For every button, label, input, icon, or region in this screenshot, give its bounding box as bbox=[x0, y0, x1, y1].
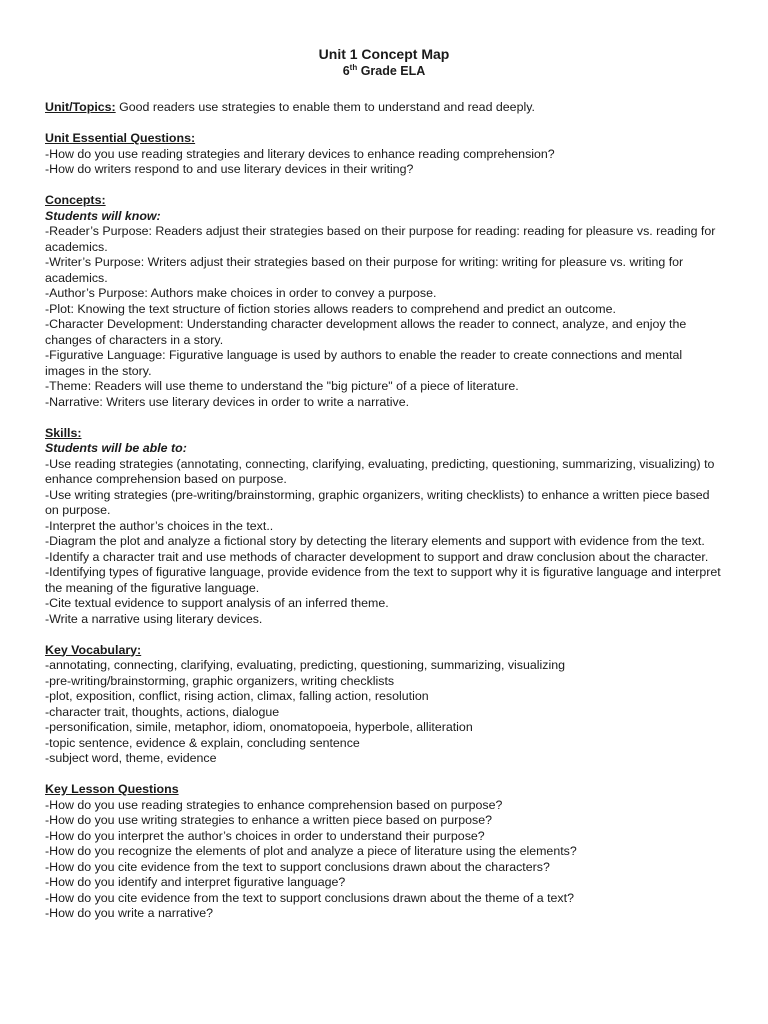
concepts-subheading: Students will know: bbox=[45, 208, 161, 223]
skills-section bbox=[45, 426, 725, 628]
lesson-question-item: -How do you cite evidence from the text to support conclusions drawn about the theme of a text? bbox=[45, 890, 574, 905]
vocabulary-item: -pre-writing/brainstorming, graphic organizers, writing checklists bbox=[45, 673, 395, 688]
concept-item: -Figurative Language: Figurative language is used by authors to enable the reader to create connections and mental images in the story. bbox=[45, 348, 683, 378]
vocabulary-item: -character trait, thoughts, actions, dialogue bbox=[45, 704, 280, 719]
concept-item: -Writer’s Purpose: Writers adjust their strategies based on their purpose for writing: writing for pleasure vs. writing for academics. bbox=[45, 255, 684, 285]
skills-heading: Skills: bbox=[45, 425, 82, 440]
essential-questions-heading: Unit Essential Questions: bbox=[45, 131, 196, 145]
lesson-question-item: -How do you recognize the elements of plot and analyze a piece of literature using the elements? bbox=[45, 844, 577, 858]
skill-item: -Write a narrative using literary devices. bbox=[45, 611, 263, 626]
vocabulary-item: -plot, exposition, conflict, rising action, climax, falling action, resolution bbox=[45, 689, 429, 703]
skill-item: -Interpret the author’s choices in the text.. bbox=[45, 518, 274, 533]
lesson-question-item: -How do you cite evidence from the text to support conclusions drawn about the characters? bbox=[45, 859, 550, 874]
skills-subheading: Students will be able to: bbox=[45, 441, 187, 455]
concept-item: -Author’s Purpose: Authors make choices in order to convey a purpose. bbox=[45, 286, 437, 300]
lesson-question-item: -How do you identify and interpret figurative language? bbox=[45, 875, 346, 889]
page-title: Unit 1 Concept Map bbox=[318, 46, 450, 62]
lesson-question-item: -How do you use writing strategies to enhance a written piece based on purpose? bbox=[45, 813, 493, 827]
unit-topics-label: Unit/Topics: bbox=[45, 100, 116, 114]
vocabulary-item: -topic sentence, evidence & explain, concluding sentence bbox=[45, 735, 360, 750]
vocabulary-item: -annotating, connecting, clarifying, evaluating, predicting, questioning, summarizing, visualizing bbox=[45, 658, 566, 672]
lesson-question-item: -How do you write a narrative? bbox=[45, 906, 214, 920]
skill-item: -Identifying types of figurative language, provide evidence from the text to support why it is figurative language and interpret the meaning of the figurative language. bbox=[45, 565, 721, 595]
concept-item: -Reader’s Purpose: Readers adjust their strategies based on their purpose for reading: reading for pleasure vs. reading for academics. bbox=[45, 224, 716, 254]
skill-item: -Identify a character trait and use methods of character development to support and draw conclusion about the character. bbox=[45, 549, 709, 564]
skill-item: -Cite textual evidence to support analysis of an inferred theme. bbox=[45, 596, 389, 610]
grade-ordinal: th bbox=[349, 62, 358, 72]
skill-item: -Diagram the plot and analyze a fictional story by detecting the literary elements and support with evidence from the text. bbox=[45, 534, 705, 548]
grade-subtitle bbox=[0, 63, 768, 79]
essential-questions-section bbox=[45, 131, 725, 178]
lesson-question-item: -How do you interpret the author’s choices in order to understand their purpose? bbox=[45, 828, 485, 843]
title-block bbox=[0, 46, 768, 79]
essential-question-item: -How do writers respond to and use literary devices in their writing? bbox=[45, 162, 414, 176]
vocabulary-item: -subject word, theme, evidence bbox=[45, 751, 217, 765]
lesson-questions-section bbox=[45, 782, 725, 922]
concept-item: -Narrative: Writers use literary devices in order to write a narrative. bbox=[45, 394, 410, 409]
vocabulary-item: -personification, simile, metaphor, idiom, onomatopoeia, hyperbole, alliteration bbox=[45, 720, 473, 734]
concepts-section bbox=[45, 193, 725, 410]
document-body bbox=[45, 100, 725, 937]
vocabulary-section bbox=[45, 643, 725, 767]
grade-number: 6 bbox=[342, 64, 350, 78]
lesson-question-item: -How do you use reading strategies to enhance comprehension based on purpose? bbox=[45, 797, 503, 812]
lesson-questions-heading: Key Lesson Questions bbox=[45, 782, 179, 796]
concept-item: -Plot: Knowing the text structure of fiction stories allows readers to comprehend and predict an outcome. bbox=[45, 301, 616, 316]
vocabulary-heading: Key Vocabulary: bbox=[45, 642, 142, 657]
unit-topics-text: Good readers use strategies to enable them to understand and read deeply. bbox=[115, 100, 535, 114]
skill-item: -Use writing strategies (pre-writing/brainstorming, graphic organizers, writing checklists) to enhance a written piece based on purpose. bbox=[45, 487, 710, 517]
concept-item: -Character Development: Understanding character development allows the reader to connect, analyze, and enjoy the changes of characters in a story. bbox=[45, 317, 687, 347]
skill-item: -Use reading strategies (annotating, connecting, clarifying, evaluating, predicting, questioning, summarizing, visualizing) to enhance comprehension based on purpose. bbox=[45, 456, 715, 486]
grade-label: Grade ELA bbox=[357, 64, 426, 78]
concepts-heading: Concepts: bbox=[45, 193, 106, 207]
essential-question-item: -How do you use reading strategies and literary devices to enhance reading comprehension? bbox=[45, 146, 555, 161]
unit-topics-section bbox=[45, 100, 725, 116]
concept-item: -Theme: Readers will use theme to understand the "big picture" of a piece of literature. bbox=[45, 379, 519, 393]
